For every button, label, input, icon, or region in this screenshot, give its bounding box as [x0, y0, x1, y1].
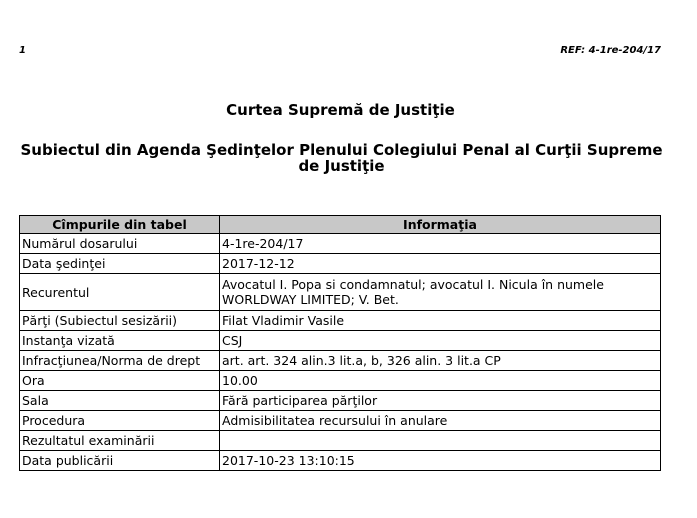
field-label: Sala	[20, 391, 220, 411]
table-header-row	[20, 216, 661, 234]
field-label: Data publicării	[20, 451, 220, 471]
table-row-room	[20, 391, 661, 411]
table-row-case-number	[20, 234, 661, 254]
table-row-time	[20, 371, 661, 391]
field-value: 2017-10-23 13:10:15	[220, 451, 661, 471]
page-number: 1	[19, 45, 26, 56]
field-label: Recurentul	[20, 274, 220, 311]
field-value: Fără participarea părţilor	[220, 391, 661, 411]
table-row-procedure	[20, 411, 661, 431]
field-label: Rezultatul examinării	[20, 431, 220, 451]
table-row-court	[20, 331, 661, 351]
field-label: Procedura	[20, 411, 220, 431]
field-value: 10.00	[220, 371, 661, 391]
field-value: CSJ	[220, 331, 661, 351]
field-label: Infracţiunea/Norma de drept	[20, 351, 220, 371]
subject-title: Subiectul din Agenda Şedinţelor Plenului Colegiului Penal al Curţii Supreme de Justiţie	[20, 141, 663, 175]
field-value: art. art. 324 alin.3 lit.a, b, 326 alin. 3 lit.a CP	[220, 351, 661, 371]
table-row-session-date	[20, 254, 661, 274]
field-value: Avocatul I. Popa si condamnatul; avocatul I. Nicula în numele WORLDWAY LIMITED; V. Bet.	[220, 274, 661, 311]
field-label: Părţi (Subiectul sesizării)	[20, 311, 220, 331]
column-header-fields: Cîmpurile din tabel	[20, 216, 220, 234]
field-value	[220, 431, 661, 451]
field-value: Filat Vladimir Vasile	[220, 311, 661, 331]
field-value: 4-1re-204/17	[220, 234, 661, 254]
field-label: Ora	[20, 371, 220, 391]
info-table	[19, 215, 661, 471]
field-label: Numărul dosarului	[20, 234, 220, 254]
table-row-parties	[20, 311, 661, 331]
court-title: Curtea Supremă de Justiţie	[226, 101, 455, 119]
field-label: Instanţa vizată	[20, 331, 220, 351]
field-value: 2017-12-12	[220, 254, 661, 274]
table-row-result	[20, 431, 661, 451]
field-value: Admisibilitatea recursului în anulare	[220, 411, 661, 431]
table-row-appellant	[20, 274, 661, 311]
field-label: Data şedinţei	[20, 254, 220, 274]
column-header-information: Informaţia	[220, 216, 661, 234]
table-row-offense	[20, 351, 661, 371]
reference-number: REF: 4-1re-204/17	[560, 45, 661, 56]
table-row-publication-date	[20, 451, 661, 471]
